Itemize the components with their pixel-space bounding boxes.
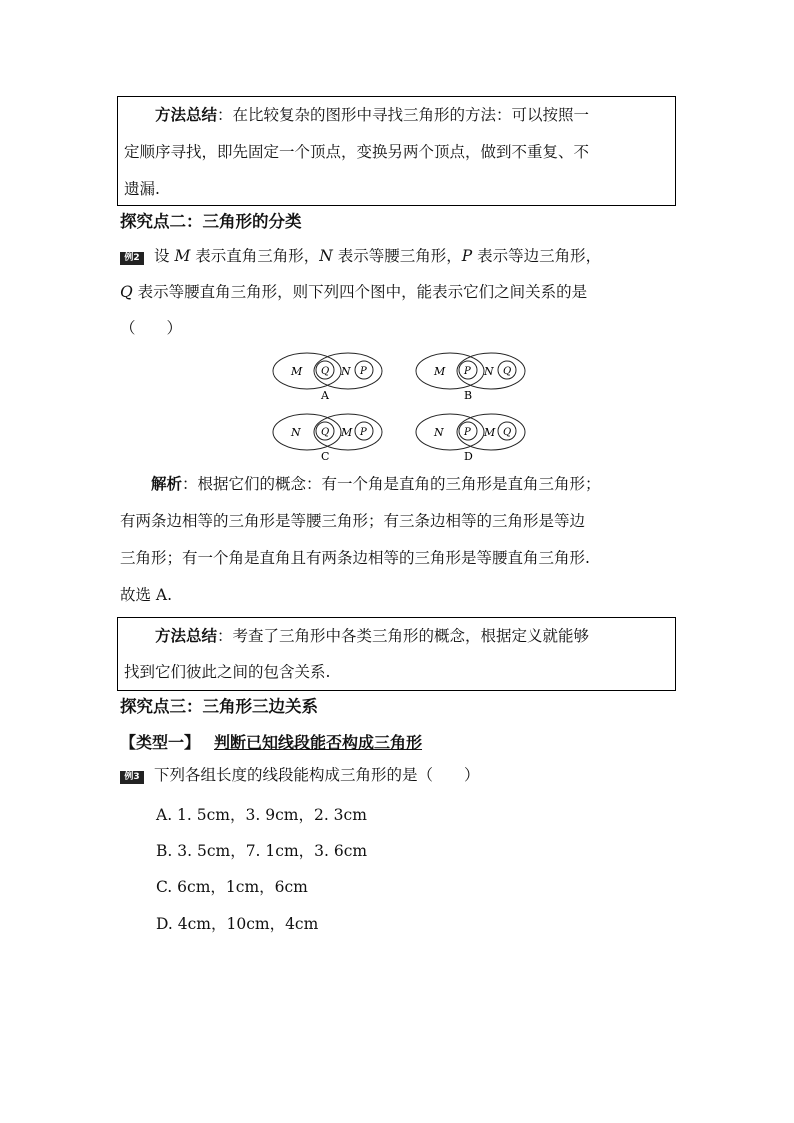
var-N: N	[319, 247, 333, 265]
analysis-line-1	[120, 466, 676, 503]
method-summary-box-2	[117, 617, 676, 691]
section-heading-3: 探究点三：三角形三边关系	[120, 697, 318, 716]
ex2-text-b: 表示直角三角形，	[190, 247, 320, 265]
venn-D-inner: Q	[503, 427, 512, 438]
example-3-text: 下列各组长度的线段能构成三角形的是（ ）	[154, 766, 480, 784]
example-2-line-3: （ ）	[120, 319, 183, 337]
box1-line-3: 遗漏.	[124, 180, 160, 198]
analysis-text-1: ：根据它们的概念：有一个角是直角的三角形是直角三角形；	[182, 475, 601, 493]
venn-A-label: A	[321, 389, 329, 402]
box1-line-2: 定顺序寻找，即先固定一个顶点，变换另两个顶点，做到不重复、不	[124, 143, 590, 161]
box1-label: 方法总结	[155, 106, 218, 124]
var-M: M	[174, 247, 191, 265]
venn-B-label: B	[464, 389, 473, 402]
venn-A-left: M	[291, 365, 303, 378]
venn-D-label: D	[464, 450, 473, 463]
analysis-line-4: 故选 A.	[120, 586, 173, 604]
example-2-line-2	[120, 274, 676, 310]
type-1-title: 判断已知线段能否构成三角形	[214, 733, 423, 752]
example-3	[120, 757, 676, 793]
venn-B	[416, 353, 525, 402]
box2-label: 方法总结	[155, 627, 218, 645]
venn-C-small: Q	[321, 427, 330, 438]
ex2-text-a: 设	[154, 247, 175, 265]
example-3-badge: 例3	[120, 771, 144, 784]
ex2-text-d: 表示等边三角形，	[472, 247, 602, 265]
example-3-line	[120, 757, 676, 793]
venn-C-right: M	[341, 426, 353, 439]
ex2-text-c: 表示等腰三角形，	[332, 247, 462, 265]
box2-line-1	[124, 618, 669, 654]
box2-line-2: 找到它们彼此之间的包含关系.	[124, 663, 331, 681]
analysis-line-3: 三角形；有一个角是直角且有两条边相等的三角形是等腰直角三角形.	[120, 549, 590, 567]
venn-C-left: N	[291, 426, 301, 439]
option-D: D. 4cm，10cm，4cm	[156, 915, 319, 933]
box1-text-1: ：在比较复杂的图形中寻找三角形的方法：可以按照一	[217, 106, 590, 124]
venn-B-left: M	[434, 365, 446, 378]
example-2	[120, 238, 676, 346]
analysis-line-2: 有两条边相等的三角形是等腰三角形；有三条边相等的三角形是等边	[120, 512, 586, 530]
venn-B-inner: Q	[503, 366, 512, 377]
venn-A-inner: P	[360, 366, 367, 377]
venn-diagrams	[270, 346, 530, 463]
venn-A	[273, 353, 382, 402]
analysis-label: 解析	[151, 475, 183, 493]
venn-C	[273, 414, 382, 463]
venn-C-label: C	[321, 450, 330, 463]
type-1-heading	[120, 730, 422, 753]
type-1-tag: 【类型一】	[120, 733, 201, 752]
var-Q: Q	[120, 283, 133, 301]
venn-D-right: M	[484, 426, 496, 439]
venn-D	[416, 414, 525, 463]
option-C: C. 6cm，1cm，6cm	[156, 878, 308, 896]
venn-A-small: Q	[321, 366, 330, 377]
option-A: A. 1. 5cm，3. 9cm，2. 3cm	[156, 806, 367, 824]
section-heading-2: 探究点二：三角形的分类	[120, 212, 302, 231]
box2-text-1: ：考查了三角形中各类三角形的概念，根据定义就能够	[217, 627, 590, 645]
var-P: P	[461, 247, 473, 265]
example-2-badge: 例2	[120, 252, 144, 265]
venn-D-small: P	[464, 427, 471, 438]
box1-line-1	[124, 97, 669, 134]
venn-B-small: P	[464, 366, 471, 377]
venn-C-inner: P	[360, 427, 367, 438]
venn-B-right: N	[484, 365, 494, 378]
analysis	[120, 466, 676, 614]
option-B: B. 3. 5cm，7. 1cm，3. 6cm	[156, 842, 368, 860]
venn-D-left: N	[434, 426, 444, 439]
method-summary-box-1	[117, 96, 676, 206]
venn-A-right: N	[341, 365, 351, 378]
ex2-text-e: 表示等腰直角三角形，则下列四个图中，能表示它们之间关系的是	[132, 283, 588, 301]
example-2-line-1	[120, 238, 676, 274]
